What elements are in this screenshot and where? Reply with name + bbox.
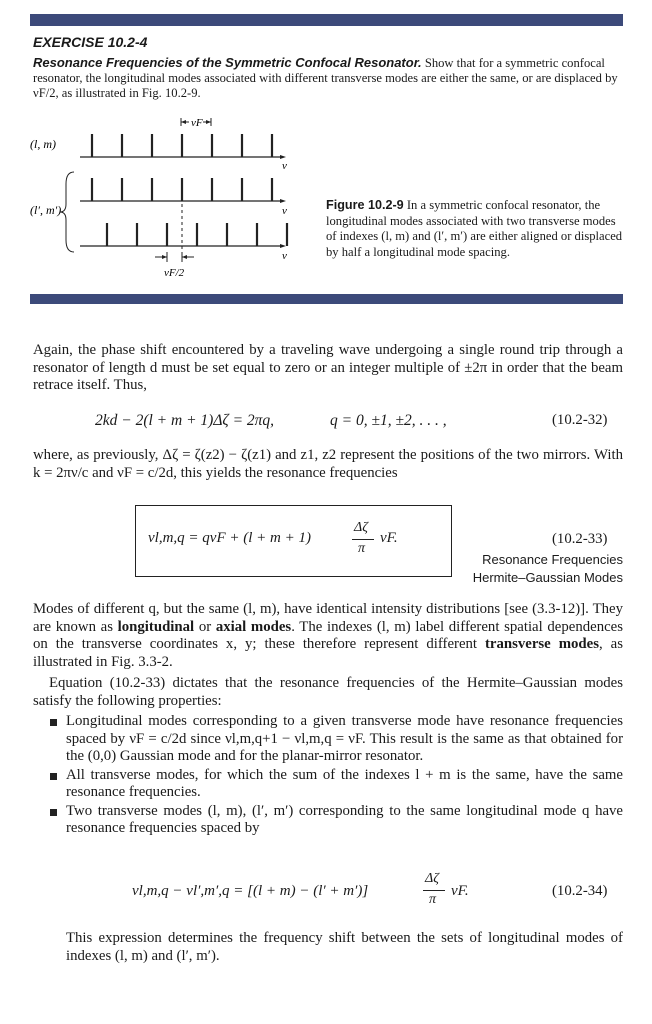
term-transverse-modes: transverse modes [485, 636, 599, 652]
nu-axis-label-2: ν [282, 205, 287, 217]
paragraph-frequency-shift: This expression determines the frequency shift between the sets of longitudinal modes of indexes (l, m) and (l′, m′). [66, 930, 623, 964]
equation-10-2-34-lhs: νl,m,q − νl′,m′,q = [(l + m) − (l′ + m′)] [132, 883, 369, 899]
exercise-title: Resonance Frequencies of the Symmetric Confocal Resonator. [33, 55, 422, 70]
bullet-text-3: Two transverse modes (l, m), (l′, m′) corresponding to the same longitudinal mode q have resonance frequencies spaced by [66, 802, 623, 836]
paragraph-modes [33, 601, 623, 671]
figure-caption-text: In a symmetric confocal resonator, the longitudinal modes associated with two transverse modes of indexes (l, m) and (l′, m′) are either aligned or displaced by half a longitudinal mode spacing. [326, 198, 623, 259]
side-label-resonance-frequencies: Resonance Frequencies [482, 552, 623, 567]
exercise-label: EXERCISE 10.2-4 [33, 34, 148, 50]
figure-number: Figure 10.2-9 [326, 198, 404, 212]
bullet-marker [50, 719, 57, 726]
top-banner-bar [30, 14, 623, 26]
equation-10-2-33-fraction-num: Δζ [354, 520, 368, 535]
equation-10-2-34-number: (10.2-34) [552, 883, 608, 899]
equation-10-2-34-fraction-den: π [429, 892, 437, 907]
bullet-list [48, 713, 623, 838]
bullet-text-1: Longitudinal modes corresponding to a given transverse mode have resonance frequencies spaced by νF = c/2d since νl,m,q+1 − νl,m,q = νF. This result is the same as that obtained for the (0,0) Gaussian mode and for the planar-mirror resonator. [66, 713, 623, 764]
list-item [48, 767, 623, 802]
equation-10-2-34-tail: νF. [451, 883, 469, 899]
equation-10-2-34-fraction-bar [423, 890, 445, 891]
equation-10-2-32-lhs: 2kd − 2(l + m + 1)Δζ = 2πq, [95, 412, 275, 429]
paragraph-phase-shift: Again, the phase shift encountered by a traveling wave undergoing a single round trip through a resonator of length d must be set equal to zero or an integer multiple of ±2π in order that the beam retrace itself. Thus, [33, 342, 623, 393]
equation-10-2-33-fraction-den: π [358, 541, 366, 556]
exercise-body [33, 55, 625, 101]
list-item [48, 713, 623, 766]
list-item [48, 803, 623, 838]
term-axial-modes: axial modes [215, 618, 292, 635]
paragraph-resonance-intro: where, as previously, Δζ = ζ(z2) − ζ(z1) and z1, z2 represent the positions of the two mirrors. With k = 2πν/c and νF = c/2d, this yields the resonance frequencies [33, 447, 623, 481]
equation-10-2-33-lhs: νl,m,q = qνF + (l + m + 1) [148, 530, 311, 546]
row-lpmp-label: (l′, m′) [30, 203, 62, 217]
mode-spacing-figure [30, 112, 320, 292]
row-lm-lines [92, 134, 272, 157]
bullet-text-2: All transverse modes, for which the sum of the indexes l + m is the same, have the same resonance frequencies. [66, 766, 623, 800]
paragraph-modes-text-2: or [194, 618, 216, 635]
exercise-text: Show that for a symmetric confocal resonator, the longitudinal modes associated with different transverse modes are either the same, or are displaced by νF/2, as illustrated in Fig. 10.2-9. [33, 56, 618, 100]
row-lm-label: (l, m) [30, 137, 56, 151]
equation-10-2-33-box [135, 505, 452, 577]
row-displaced-lines [107, 223, 287, 246]
paragraph-modes-text-1: Modes of different q, but the same (l, m), have identical intensity distributions [see (3.3-12)]. They are known as [33, 601, 623, 635]
paragraph-modes-text-3: . The indexes (l, m) label different spatial dependences on the transverse coordinates x, y; these therefore represent different [33, 618, 623, 652]
row-aligned-lines [92, 178, 272, 201]
nu-axis-label-1: ν [282, 160, 287, 172]
nu-f-label: νF [191, 117, 203, 129]
paragraph-properties-intro: Equation (10.2-33) dictates that the resonance frequencies of the Hermite–Gaussian modes satisfy the following properties: [33, 675, 623, 709]
equation-10-2-34-fraction-num: Δζ [425, 871, 439, 886]
equation-10-2-33-number: (10.2-33) [552, 531, 608, 547]
side-label-hermite-gaussian: Hermite–Gaussian Modes [472, 570, 623, 585]
equation-10-2-32-rhs: q = 0, ±1, ±2, . . . , [330, 412, 447, 429]
bullet-marker [50, 809, 57, 816]
half-nu-f-label: νF/2 [164, 267, 185, 279]
term-longitudinal: longitudinal [117, 618, 195, 635]
nu-axis-label-3: ν [282, 250, 287, 262]
bullet-marker [50, 773, 57, 780]
bottom-banner-bar [30, 294, 623, 304]
equation-10-2-32-number: (10.2-32) [552, 412, 608, 428]
paragraph-modes-text-4: , as illustrated in Fig. 3.3-2. [33, 636, 623, 670]
figure-caption [326, 198, 624, 260]
equation-10-2-33-tail: νF. [380, 530, 398, 546]
equation-10-2-33-fraction-bar [352, 539, 374, 540]
